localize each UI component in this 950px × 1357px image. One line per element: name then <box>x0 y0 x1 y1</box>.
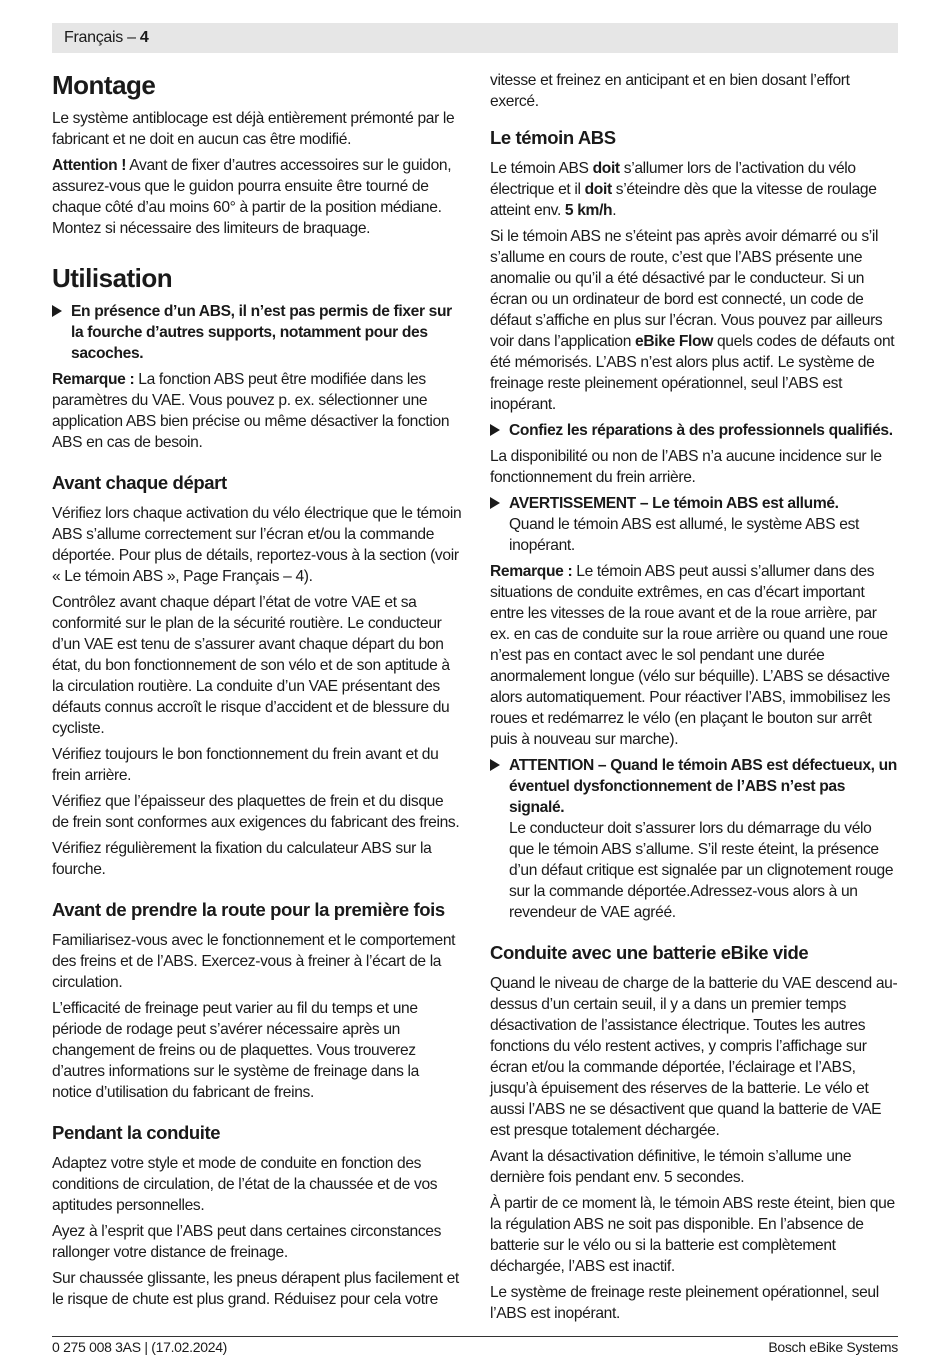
remark-text: Le témoin ABS peut aussi s’allumer dans des situations de conduite extrêmes, en cas d’écart important entre les vitesses de la roue avant et de la roue arrière, par ex. en cas de conduite sur la roue arrière ou quand une roue n’est pas en contact avec le sol pendant une durée anormalement longue (vélo sur béquille). L’ABS se désactive alors automatiquement. Pour réactiver l’ABS, immobilisez les roues et redémarrez le vélo (en plaçant le bouton sur arrêt puis à nouveau sur marche). <box>490 563 891 748</box>
attention-text: Avant de fixer d’autres accessoires sur le guidon, assurez-vous que le guidon pourra ensuite être tourné de chaque côté d’au moins 60° à partir de la position médiane. Montez si nécessaire des limiteurs de braquage. <box>52 157 452 237</box>
conduite-paragraph-2: Ayez à l’esprit que l’ABS peut dans certaines circonstances rallonger votre distance de freinage. <box>52 1223 442 1261</box>
footer-doc-id: 0 275 008 3AS | (17.02.2024) <box>52 1339 228 1355</box>
temoin-p1-e: s’éteindre dès que la vitesse de roulage atteint env. <box>490 181 877 219</box>
bullet-avertissement <box>490 493 900 556</box>
temoin-p2-app-name: eBike Flow <box>635 333 713 350</box>
temoin-p2-a: Si le témoin ABS ne s’éteint pas après avoir démarré ou s’il s’allume en cours de route, c’est que l’ABS présente une anomalie ou qu’il a été désactivé par le conducteur. Si un écran ou un ordinateur de bord est connecté, un code de défaut s’affiche en plus sur l’écran. Vous pouvez par ailleurs voir dans l’application <box>490 228 883 350</box>
bullet-text: En présence d’un ABS, il n’est pas permis de fixer sur la fourche d’autres supports, notamment pour des sacoches. <box>71 303 452 362</box>
temoin-p2-c: quels codes de défauts ont été mémorisés. L’ABS n’est alors plus actif. Le système de freinage reste pleinement opérationnel, seul l’ABS est inopérant. <box>490 333 895 413</box>
right-column <box>490 70 900 1329</box>
temoin-p1-a: Le témoin ABS <box>490 160 593 177</box>
header-separator: – <box>122 29 140 46</box>
heading-batterie-vide: Conduite avec une batterie eBike vide <box>490 942 809 963</box>
heading-montage: Montage <box>52 70 156 100</box>
premiere-fois-paragraph-1: Familiarisez-vous avec le fonctionnement et le comportement des freins et de l’ABS. Exercez-vous à freiner à l’écart de la circulation. <box>52 932 456 991</box>
bullet-avertissement-title: AVERTISSEMENT – Le témoin ABS est allumé. <box>509 495 839 512</box>
montage-paragraph-1: Le système antiblocage est déjà entièrement prémonté par le fabricant et ne doit en aucun cas être modifié. <box>52 110 455 148</box>
bullet-avertissement-text: Quand le témoin ABS est allumé, le système ABS est inopérant. <box>509 516 860 554</box>
avant-depart-paragraph-4: Vérifiez que l’épaisseur des plaquettes de frein et du disque de frein sont conformes aux exigences du fabricant des freins. <box>52 793 460 831</box>
bullet-attention-text: Le conducteur doit s’assurer lors du démarrage du vélo que le témoin ABS s’allume. S’il reste éteint, la présence d’un défaut critique est signalée par un clignotement rouge sur la commande déportée.Adressez-vous alors à un revendeur de VAE agréé. <box>509 820 894 921</box>
avant-depart-paragraph-5: Vérifiez régulièrement la fixation du calculateur ABS sur la fourche. <box>52 840 432 878</box>
footer-divider <box>52 1336 898 1337</box>
temoin-paragraph-1 <box>490 158 900 221</box>
header-language: Français <box>64 29 123 46</box>
bullet-triangle-icon <box>490 497 500 509</box>
remark-text: La fonction ABS peut être modifiée dans les paramètres du VAE. Vous pouvez p. ex. sélectionner une application ABS bien précise ou même désactiver la fonction ABS en cas de besoin. <box>52 371 450 451</box>
heading-le-temoin-abs: Le témoin ABS <box>490 127 616 148</box>
attention-label: Attention ! <box>52 157 127 174</box>
montage-paragraph-2 <box>52 155 462 239</box>
temoin-p1-doit-1: doit <box>592 160 620 177</box>
temoin-p1-c: s’allumer lors de l’activation du vélo électrique et il <box>490 160 856 198</box>
bullet-attention <box>490 755 900 923</box>
remark-label: Remarque : <box>490 563 573 580</box>
utilisation-remark <box>52 369 462 453</box>
bullet-triangle-icon <box>490 424 500 436</box>
temoin-p1-speed: 5 km/h <box>564 202 613 219</box>
bullet-reparations <box>490 420 900 441</box>
bullet-triangle-icon <box>52 305 62 317</box>
heading-avant-chaque-depart: Avant chaque départ <box>52 472 227 493</box>
conduite-paragraph-1: Adaptez votre style et mode de conduite en fonction des conditions de circulation, de l’état de la chaussée et de vos aptitudes personnelles. <box>52 1155 438 1214</box>
bullet-triangle-icon <box>490 759 500 771</box>
temoin-p1-g: . <box>612 202 617 219</box>
temoin-remark <box>490 561 900 750</box>
continuation-paragraph: vitesse et freinez en anticipant et en bien dosant l’effort exercé. <box>490 72 850 110</box>
footer-brand: Bosch eBike Systems <box>768 1339 898 1355</box>
heading-premiere-fois: Avant de prendre la route pour la première fois <box>52 899 445 920</box>
avant-depart-paragraph-2: Contrôlez avant chaque départ l’état de votre VAE et sa conformité sur le plan de la sécurité routière. Le conducteur d’un VAE est tenu de s’assurer avant chaque départ du bon état, du bon fonctionnement de son vélo et de son aptitude à la circulation routière. La conduite d’un VAE présentant des défauts connus accroît le risque d’accident et de blessure du cycliste. <box>52 594 450 737</box>
batterie-paragraph-1: Quand le niveau de charge de la batterie du VAE descend au-dessus d’un certain seuil, il y a dans un premier temps désactivation de l’assistance électrique. Toutes les autres fonctions du vélo restent actives, y compris l’affichage sur écran et/ou la commande déportée, l’éclairage et l’ABS, jusqu’à épuisement des réserves de la batterie. Le vélo et aussi l’ABS ne se désactivent que quand la batterie de VAE est presque totalement déchargée. <box>490 975 898 1139</box>
heading-pendant-la-conduite: Pendant la conduite <box>52 1122 221 1143</box>
temoin-paragraph-3: La disponibilité ou non de l’ABS n’a aucune incidence sur le fonctionnement du frein arrière. <box>490 448 882 486</box>
bullet-reparations-text: Confiez les réparations à des professionnels qualifiés. <box>509 422 893 439</box>
page-header <box>52 23 898 53</box>
warning-bullet-fourche <box>52 301 462 364</box>
conduite-paragraph-3: Sur chaussée glissante, les pneus dérapent plus facilement et le risque de chute est plus grand. Réduisez pour cela votre <box>52 1270 459 1308</box>
batterie-paragraph-2: Avant la désactivation définitive, le témoin s’allume une dernière fois pendant env. 5 secondes. <box>490 1148 852 1186</box>
temoin-paragraph-2 <box>490 226 900 415</box>
header-page-number: 4 <box>139 29 149 46</box>
avant-depart-paragraph-3: Vérifiez toujours le bon fonctionnement du frein avant et du frein arrière. <box>52 746 439 784</box>
batterie-paragraph-4: Le système de freinage reste pleinement opérationnel, seul l’ABS est inopérant. <box>490 1284 879 1322</box>
heading-utilisation: Utilisation <box>52 263 173 293</box>
batterie-paragraph-3: À partir de ce moment là, le témoin ABS reste éteint, bien que la régulation ABS ne soit pas disponible. En l’absence de batterie sur le vélo ou si la batterie est complètement déchargée, l’ABS est inactif. <box>490 1195 895 1275</box>
premiere-fois-paragraph-2: L’efficacité de freinage peut varier au fil du temps et une période de rodage peut s’avérer nécessaire après un changement de freins ou de plaquettes. Vous trouverez d’autres informations sur le système de freinage dans la notice d’utilisation du fabricant de freins. <box>52 1000 419 1101</box>
bullet-attention-title: ATTENTION – Quand le témoin ABS est défectueux, un éventuel dysfonctionnement de l’ABS n’est pas signalé. <box>509 757 897 816</box>
temoin-p1-doit-2: doit <box>584 181 612 198</box>
left-column <box>52 64 462 1315</box>
remark-label: Remarque : <box>52 371 135 388</box>
avant-depart-paragraph-1: Vérifiez lors chaque activation du vélo électrique que le témoin ABS s’allume correctement sur l’écran et/ou la commande déportée. Pour plus de détails, reportez-vous à la section (voir « Le témoin ABS », Page Français – 4). <box>52 505 462 585</box>
